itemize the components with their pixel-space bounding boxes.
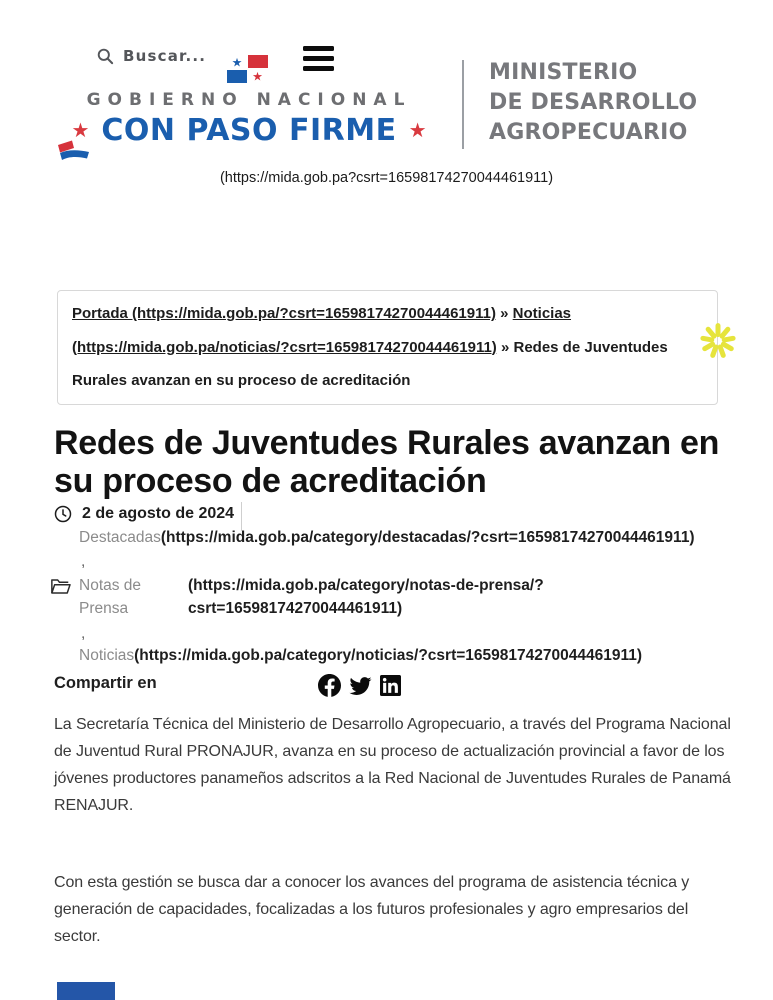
ministry-line: MINISTERIO (489, 60, 638, 85)
breadcrumb-current: Redes de Juventudes Rurales avanzan en su proceso de acreditación (72, 338, 668, 389)
linkedin-icon[interactable] (380, 675, 401, 696)
svg-text:★: ★ (231, 55, 243, 70)
category-name: Noticias (79, 647, 135, 664)
hamburger-bar (303, 46, 334, 51)
header-divider (462, 60, 464, 149)
share-label: Compartir en (54, 674, 157, 692)
panama-flag-icon (227, 55, 268, 88)
category-url: (https://mida.gob.pa/category/notas-de-prensa/?csrt=16598174270044461911) (188, 577, 544, 617)
ministry-line: DE DESARROLLO (489, 90, 698, 115)
category-name: Notas de Prensa (79, 577, 142, 617)
logo-star-left-icon: ★ (71, 119, 90, 142)
clock-icon (54, 505, 72, 523)
site-logo[interactable] (53, 90, 445, 148)
breadcrumb-link-noticias[interactable]: Noticias (https://mida.gob.pa/noticias/?csrt=16598174270044461911) (72, 305, 572, 356)
breadcrumb-separator: » (500, 338, 510, 356)
folder-icon (50, 577, 71, 601)
category-link-destacadas[interactable] (79, 528, 724, 548)
search-button[interactable] (97, 47, 206, 65)
logo-con-paso-firme: CON PASO FIRME (101, 113, 397, 148)
category-url: (https://mida.gob.pa/category/destacadas/?csrt=16598174270044461911) (160, 529, 695, 546)
category-list (79, 528, 724, 666)
breadcrumb-separator: » (500, 305, 509, 322)
hamburger-bar (303, 56, 334, 61)
meta-divider (241, 502, 242, 531)
facebook-icon[interactable] (318, 674, 341, 697)
article-paragraph: La Secretaría Técnica del Ministerio de Desarrollo Agropecuario, a través del Programa Nacional de Juventud Rural PRONAJUR, avanza en su proceso de actualización provincial a favor de los jóvenes productores panameños adscritos a la Red Nacional de Juventudes Rurales de Panamá RENAJUR. (54, 716, 731, 814)
category-name: Destacadas (79, 529, 161, 546)
article-date-row (54, 505, 234, 523)
hamburger-bar (303, 66, 334, 71)
paso-firme-flag-icon (56, 139, 92, 166)
article-title: Redes de Juventudes Rurales avanzan en su proceso de acreditación (54, 424, 720, 500)
breadcrumb (57, 290, 718, 405)
search-label: Buscar... (123, 47, 207, 65)
search-icon (97, 48, 114, 65)
logo-con-paso-firme-row (53, 113, 445, 148)
logo-star-right-icon: ★ (408, 119, 427, 142)
logo-gobierno-nacional: GOBIERNO NACIONAL (86, 90, 412, 110)
svg-text:★: ★ (252, 69, 263, 83)
hamburger-menu-icon[interactable] (303, 46, 334, 76)
footer-image-top-edge (57, 982, 115, 1000)
breadcrumb-link-portada[interactable]: Portada (https://mida.gob.pa/?csrt=16598174270044461911) (72, 305, 496, 322)
article-date: 2 de agosto de 2024 (82, 505, 235, 522)
share-buttons (318, 674, 401, 697)
site-url-text: (https://mida.gob.pa?csrt=16598174270044461911) (219, 170, 554, 186)
ministry-name (489, 58, 697, 148)
category-link-noticias[interactable] (79, 646, 724, 666)
category-separator: , (81, 553, 86, 570)
category-separator: , (81, 625, 86, 642)
yellow-asterisk-icon (698, 321, 738, 366)
article-paragraph: Con esta gestión se busca dar a conocer los avances del programa de asistencia técnica y generación de capacidades, focalizadas a los futuros profesionales y agro empresarios del sector. (54, 874, 690, 945)
category-link-notas-de-prensa[interactable] (79, 574, 724, 620)
category-url: (https://mida.gob.pa/category/noticias/?csrt=16598174270044461911) (134, 647, 643, 664)
ministry-line: AGROPECUARIO (489, 120, 688, 145)
twitter-icon[interactable] (348, 675, 373, 697)
